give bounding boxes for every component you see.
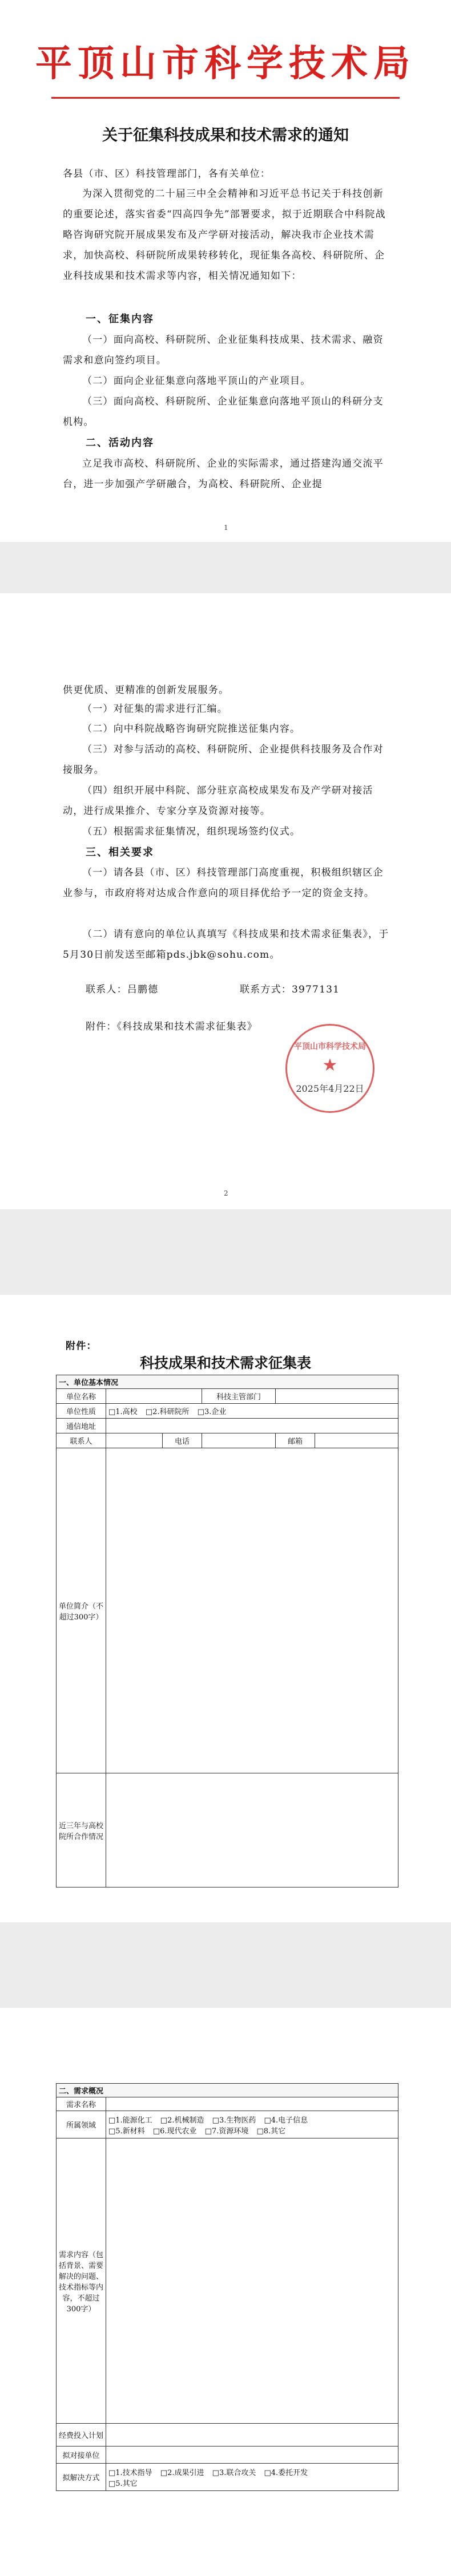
req-2: （二）请有意向的单位认真填写《科技成果和技术需求征集表》，于5月30日前发送至邮箱pds.jbk@sohu.com。 (63, 929, 389, 961)
address-label: 通信地址 (57, 1419, 106, 1433)
nature-option-enterprise[interactable]: □3.企业 (197, 1408, 227, 1416)
mode-option-introduction[interactable]: □2.成果引进 (160, 2468, 204, 2477)
field-options (106, 2111, 398, 2138)
coop-history-label: 近三年与高校院所合作情况 (57, 1773, 106, 1888)
sec2-item-2: （二）向中科院战略咨询研究院推送征集内容。 (82, 723, 301, 735)
unit-nature-options (106, 1404, 398, 1419)
email-field[interactable] (315, 1433, 398, 1448)
coop-history-field[interactable] (106, 1773, 398, 1888)
unit-name-field[interactable] (106, 1389, 202, 1404)
attachment-note: 附件：《科技成果和技术需求征集表》 (86, 1021, 257, 1032)
unit-name-label: 单位名称 (57, 1389, 106, 1404)
letterhead-rule (51, 97, 400, 99)
sec2-item-3: （三）对参与活动的高校、科研院所、企业提供科技服务及合作对接服务。 (63, 744, 384, 776)
contact-phone: 联系方式：3977131 (240, 984, 340, 995)
unit-intro-label: 单位简介（不超过300字） (57, 1448, 106, 1773)
mode-option-guidance[interactable]: □1.技术指导 (108, 2468, 152, 2477)
sec1-item-2: （二）面向企业征集意向落地平顶山的产业项目。 (82, 375, 311, 387)
field-option-materials[interactable]: □5.新材料 (108, 2127, 145, 2136)
demand-content-label: 需求内容（包括背景、需要解决的问题、技术指标等内容，不超过300字） (57, 2138, 106, 2424)
letterhead-title: 平顶山市科学技术局 (35, 42, 416, 85)
section-demand: 二、需求概况 (57, 2084, 398, 2097)
sec2-item-1: （一）对征集的需求进行汇编。 (82, 703, 228, 715)
field-option-electronics[interactable]: □4.电子信息 (264, 2116, 308, 2125)
field-option-agriculture[interactable]: □6.现代农业 (152, 2127, 197, 2136)
field-option-machinery[interactable]: □2.机械制造 (160, 2116, 204, 2125)
mode-option-joint[interactable]: □3.联合攻关 (212, 2468, 256, 2477)
page-number: 2 (224, 1189, 228, 1197)
page-3 (0, 1295, 451, 1922)
demand-content-field[interactable] (106, 2138, 398, 2424)
sec2-item-4: （四）组织开展中科院、部分驻京高校成果发布及产学研对接活动，进行成果推介、专家分享及资源对接等。 (63, 785, 373, 817)
field-option-energy[interactable]: □1.能源化工 (108, 2116, 152, 2125)
unit-intro-field[interactable] (106, 1448, 398, 1773)
target-unit-field[interactable] (106, 2447, 398, 2464)
seal-star-icon: ★ (322, 1055, 338, 1075)
target-unit-label: 拟对接单位 (57, 2447, 106, 2464)
demand-name-field[interactable] (106, 2097, 398, 2111)
nature-option-university[interactable]: □1.高校 (108, 1408, 138, 1416)
page-2 (0, 593, 451, 1209)
mode-option-other[interactable]: □5.其它 (108, 2479, 138, 2488)
field-option-biomed[interactable]: □3.生物医药 (212, 2116, 256, 2125)
phone-label: 电话 (163, 1433, 202, 1448)
issue-date: 2025年4月22日 (296, 1083, 364, 1094)
demand-name-label: 需求名称 (57, 2097, 106, 2111)
page-1 (0, 0, 451, 542)
page-number: 1 (224, 524, 228, 532)
solution-mode-options (106, 2464, 398, 2491)
seal-text: 平顶山市科学技术局 (294, 1042, 366, 1051)
sec2-intro: 立足我市高校、科研院所、企业的实际需求，通过搭建沟通交流平台，进一步加强产学研融合，为高校、科研院所、企业提 (63, 458, 384, 490)
field-option-other[interactable]: □8.其它 (256, 2127, 286, 2136)
mode-option-commission[interactable]: □4.委托开发 (264, 2468, 308, 2477)
sec1-item-1: （一）面向高校、科研院所、企业征集科技成果、技术需求、融资需求和意向签约项目。 (63, 334, 384, 366)
demand-table (56, 2083, 398, 2491)
intro-paragraph: 为深入贯彻党的二十届三中全会精神和习近平总书记关于科技创新的重要论述，落实省委“四高四争先”部署要求，拟于近期联合中科院战略咨询研究院开展成果发布及产学研对接活动，解决我市企业技术需求，加快高校、科研院所成果转移转化，现征集各高校、科研院所、企业科技成果和技术需求等内容，相关情况通知如下： (63, 188, 386, 282)
form-title: 科技成果和技术需求征集表 (139, 1355, 311, 1371)
supervisor-label: 科技主管部门 (202, 1389, 276, 1404)
budget-label: 经费投入计划 (57, 2424, 106, 2447)
attachment-label: 附件： (66, 1340, 97, 1352)
phone-field[interactable] (202, 1433, 276, 1448)
page-gap (0, 542, 451, 593)
req-1: （一）请各县（市、区）科技管理部门高度重视，积极组织辖区企业参与，市政府将对达成合作意向的项目择优给予一定的资金支持。 (63, 867, 384, 899)
field-option-environment[interactable]: □7.资源环境 (204, 2127, 249, 2136)
email-label: 邮箱 (276, 1433, 315, 1448)
sec2-item-5: （五）根据需求征集情况，组织现场签约仪式。 (82, 826, 301, 837)
page-gap (0, 1922, 451, 2008)
section-heading-1: 一、征集内容 (86, 313, 154, 325)
contact-field[interactable] (106, 1433, 163, 1448)
nature-option-institute[interactable]: □2.科研院所 (145, 1408, 190, 1416)
unit-nature-label: 单位性质 (57, 1404, 106, 1419)
sec2-continuation: 供更优质、更精准的创新发展服务。 (63, 684, 229, 696)
page-4 (0, 2008, 451, 2576)
address-field[interactable] (106, 1419, 398, 1433)
budget-field[interactable] (106, 2424, 398, 2447)
salutation: 各县（市、区）科技管理部门，各有关单位： (63, 168, 271, 180)
contact-name: 联系人：吕鹏德 (86, 984, 159, 995)
section-heading-3: 三、相关要求 (86, 846, 154, 858)
unit-info-table (56, 1375, 398, 1888)
section-unit-info: 一、单位基本情况 (57, 1375, 398, 1389)
official-seal (285, 1024, 375, 1113)
field-label: 所属领域 (57, 2111, 106, 2138)
page-gap (0, 1209, 451, 1295)
supervisor-field[interactable] (276, 1389, 398, 1404)
solution-mode-label: 拟解决方式 (57, 2464, 106, 2491)
notice-title: 关于征集科技成果和技术需求的通知 (102, 127, 349, 144)
contact-label: 联系人 (57, 1433, 106, 1448)
sec1-item-3: （三）面向高校、科研院所、企业征集意向落地平顶山的科研分支机构。 (63, 396, 384, 428)
section-heading-2: 二、活动内容 (86, 437, 154, 449)
